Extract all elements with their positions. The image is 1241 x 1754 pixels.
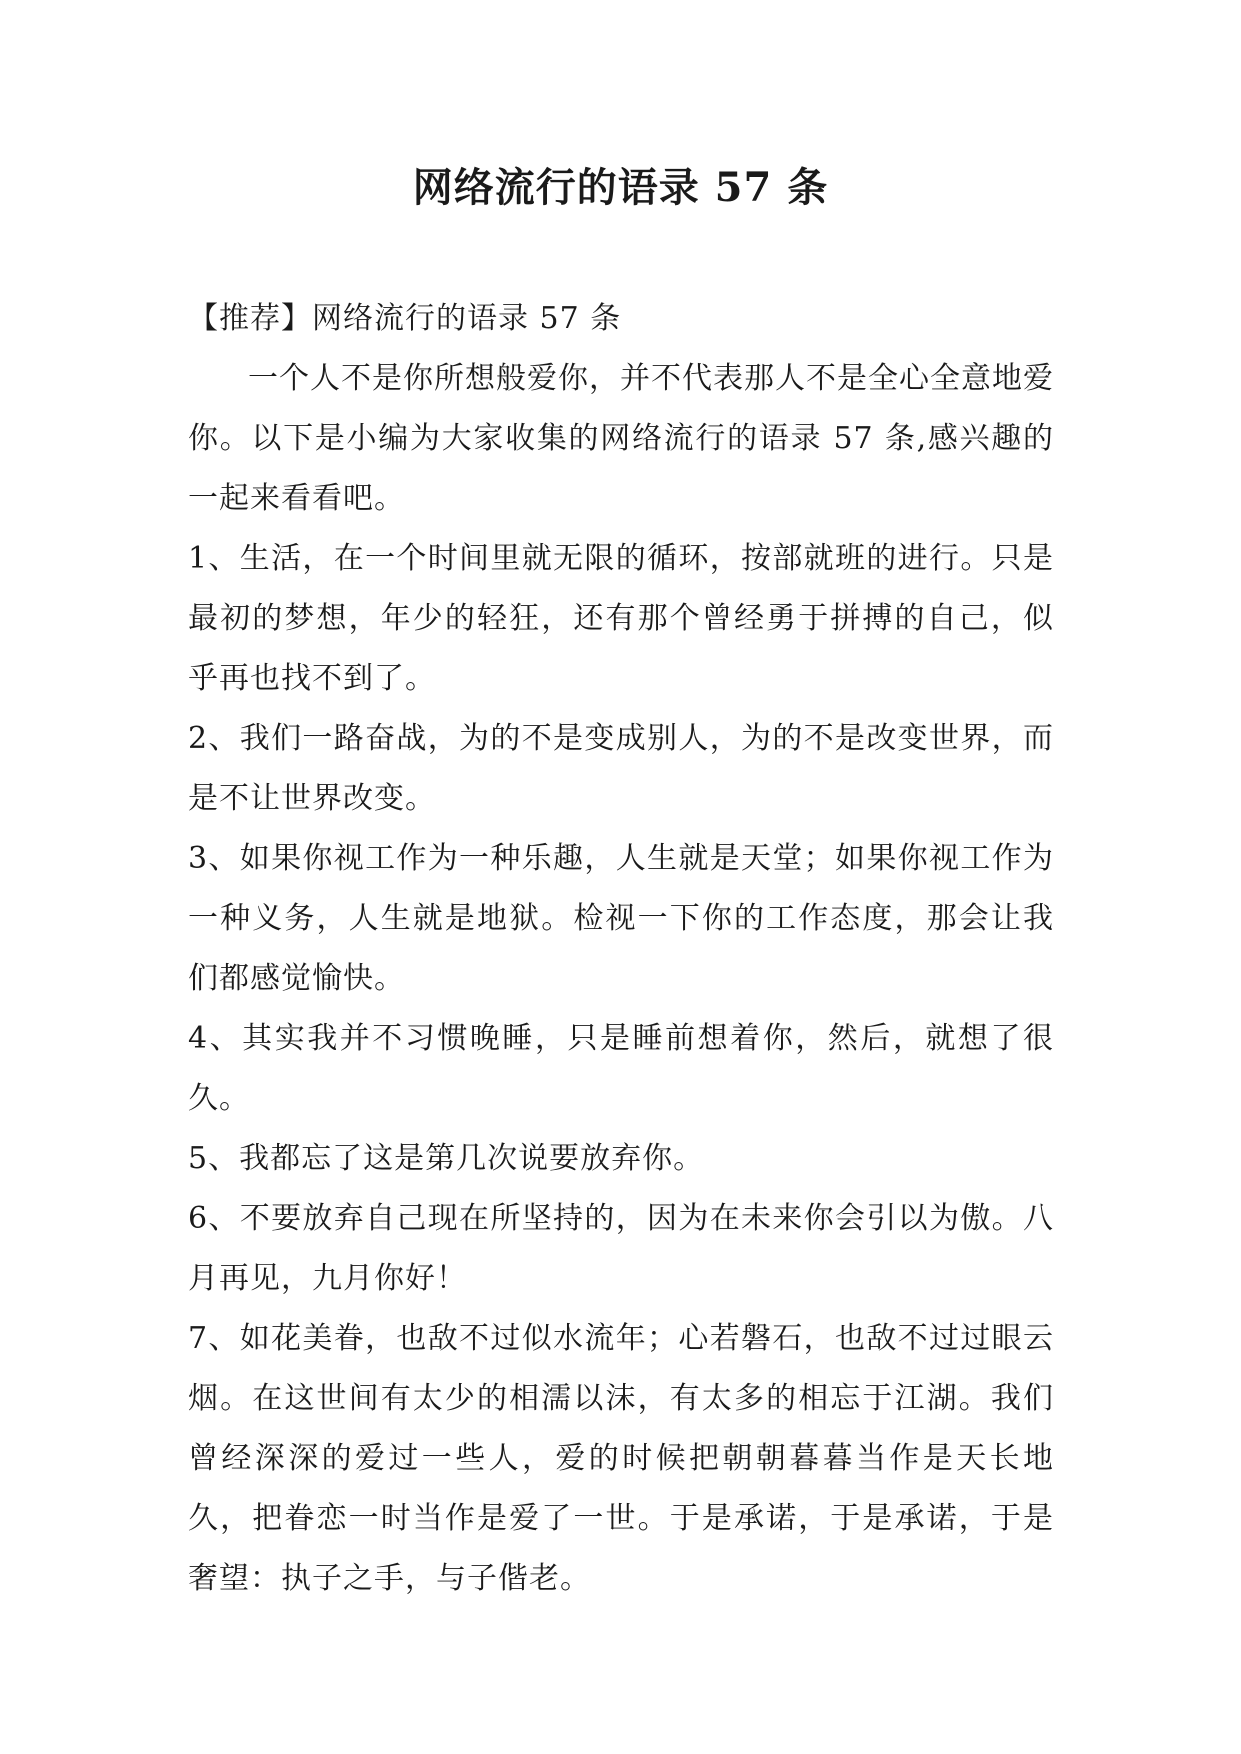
quote-paragraph-4: 4、其实我并不习惯晚睡，只是睡前想着你，然后，就想了很久。 [188, 1021, 1054, 1116]
quote-paragraph-3: 3、如果你视工作为一种乐趣，人生就是天堂；如果你视工作为一种义务，人生就是地狱。检视一下你的工作态度，那会让我们都感觉愉快。 [188, 841, 1054, 996]
quote-paragraph-7: 7、如花美眷，也敌不过似水流年；心若磐石，也敌不过过眼云烟。在这世间有太少的相濡以沫，有太多的相忘于江湖。我们曾经深深的爱过一些人，爱的时候把朝朝暮暮当作是天长地久，把眷恋一时当作是爱了一世。于是承诺，于是承诺，于是奢望：执子之手，与子偕老。 [188, 1321, 1054, 1596]
quote-paragraph-5: 5、我都忘了这是第几次说要放弃你。 [188, 1141, 705, 1176]
quote-paragraph-1: 1、生活，在一个时间里就无限的循环，按部就班的进行。只是最初的梦想，年少的轻狂，还有那个曾经勇于拼搏的自己，似乎再也找不到了。 [188, 541, 1054, 696]
quote-paragraph-6: 6、不要放弃自己现在所坚持的，因为在未来你会引以为傲。八月再见，九月你好！ [188, 1201, 1054, 1296]
intro-paragraph: 一个人不是你所想般爱你，并不代表那人不是全心全意地爱你。以下是小编为大家收集的网络流行的语录 57 条,感兴趣的一起来看看吧。 [188, 361, 1054, 516]
document-subtitle: 【推荐】网络流行的语录 57 条 [188, 301, 622, 336]
quote-paragraph-2: 2、我们一路奋战，为的不是变成别人，为的不是改变世界，而是不让世界改变。 [188, 721, 1054, 816]
document-title: 网络流行的语录 57 条 [412, 164, 829, 211]
document-body [188, 289, 1054, 1609]
